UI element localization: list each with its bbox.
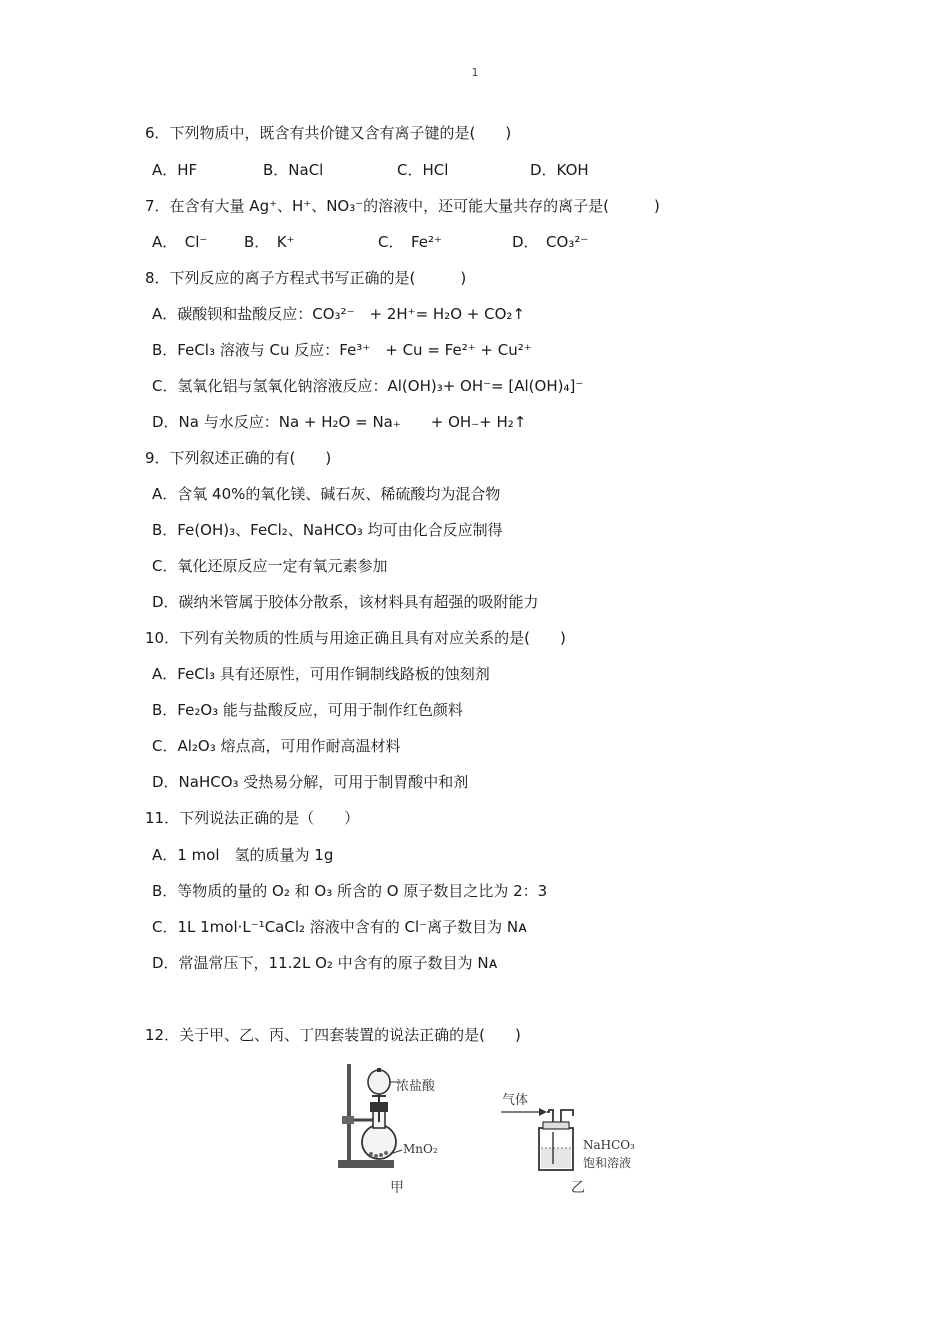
question-8-option-b: B．FeCl₃ 溶液与 Cu 反应：Fe³⁺ + Cu = Fe²⁺ + Cu²⁺: [152, 341, 532, 359]
option-a: A．HF: [152, 161, 198, 179]
question-11-option-c: C．1L 1mol·L⁻¹CaCl₂ 溶液中含有的 Cl⁻离子数目为 Nᴀ: [152, 918, 527, 936]
stand-rod: [347, 1064, 351, 1162]
question-9-option-b: B．Fe(OH)₃、FeCl₂、NaHCO₃ 均可由化合反应制得: [152, 521, 503, 539]
question-6-options: [152, 160, 589, 180]
question-6-stem: 6．下列物质中，既含有共价键又含有离子键的是( ): [145, 124, 512, 142]
question-7-options: [152, 232, 588, 252]
question-10-option-d: D．NaHCO₃ 受热易分解，可用于制胃酸中和剂: [152, 773, 469, 791]
question-7-stem: 7．在含有大量 Ag⁺、H⁺、NO₃⁻的溶液中，还可能大量共存的离子是( ): [145, 197, 660, 215]
option-c: C． Fe²⁺: [378, 233, 442, 251]
question-8-option-d: D．Na 与水反应：Na + H₂O = Na₊ + OH₋+ H₂↑: [152, 413, 527, 431]
question-9-stem: 9．下列叙述正确的有( ): [145, 449, 332, 467]
option-b: B． K⁺: [244, 233, 295, 251]
question-9-option-d: D．碳纳米管属于胶体分散系，该材料具有超强的吸附能力: [152, 593, 539, 611]
label-nahco3: [583, 1136, 635, 1172]
question-10-option-b: B．Fe₂O₃ 能与盐酸反应，可用于制作红色颜料: [152, 701, 463, 719]
label-mno2: MnO₂: [403, 1142, 438, 1156]
question-12-stem: 12．关于甲、乙、丙、丁四套装置的说法正确的是( ): [145, 1026, 521, 1044]
question-8-option-c: C．氢氧化铝与氢氧化钠溶液反应：Al(OH)₃+ OH⁻= [Al(OH)₄]⁻: [152, 377, 584, 395]
figure-caption-jia: 甲: [390, 1180, 404, 1196]
question-10-option-c: C．Al₂O₃ 熔点高，可用作耐高温材料: [152, 737, 401, 755]
label-concentrated-hcl: 浓盐酸: [396, 1079, 436, 1094]
label-gas: 气体: [502, 1093, 529, 1108]
question-9-option-c: C．氧化还原反应一定有氧元素参加: [152, 557, 388, 575]
option-a: A． Cl⁻: [152, 233, 208, 251]
question-11-option-a: A．1 mol 氢的质量为 1g: [152, 846, 334, 864]
label-nahco3-line2: 饱和溶液: [583, 1156, 632, 1170]
option-d: D．KOH: [530, 161, 589, 179]
question-11-option-d: D．常温常压下，11.2L O₂ 中含有的原子数目为 Nᴀ: [152, 954, 498, 972]
question-11-option-b: B．等物质的量的 O₂ 和 O₃ 所含的 O 原子数目之比为 2：3: [152, 882, 548, 900]
page-number: 1: [471, 66, 479, 79]
option-b: B．NaCl: [263, 161, 324, 179]
figure-caption-yi: 乙: [571, 1180, 585, 1196]
stand-base: [338, 1160, 394, 1168]
label-nahco3-line1: NaHCO₃: [583, 1138, 635, 1152]
question-8-stem: 8．下列反应的离子方程式书写正确的是( ): [145, 269, 467, 287]
question-10-stem: 10．下列有关物质的性质与用途正确且具有对应关系的是( ): [145, 629, 566, 647]
option-c: C．HCl: [397, 161, 449, 179]
option-d: D． CO₃²⁻: [512, 233, 589, 251]
question-10-option-a: A．FeCl₃ 具有还原性，可用作铜制线路板的蚀刻剂: [152, 665, 490, 683]
liquid-level: [541, 1148, 571, 1168]
question-8-option-a: A．碳酸钡和盐酸反应：CO₃²⁻ + 2H⁺= H₂O + CO₂↑: [152, 305, 525, 323]
question-9-option-a: A．含氧 40%的氧化镁、碱石灰、稀硫酸均为混合物: [152, 485, 501, 503]
separatory-funnel: [368, 1070, 390, 1094]
question-11-stem: 11．下列说法正确的是（ ）: [145, 809, 360, 827]
